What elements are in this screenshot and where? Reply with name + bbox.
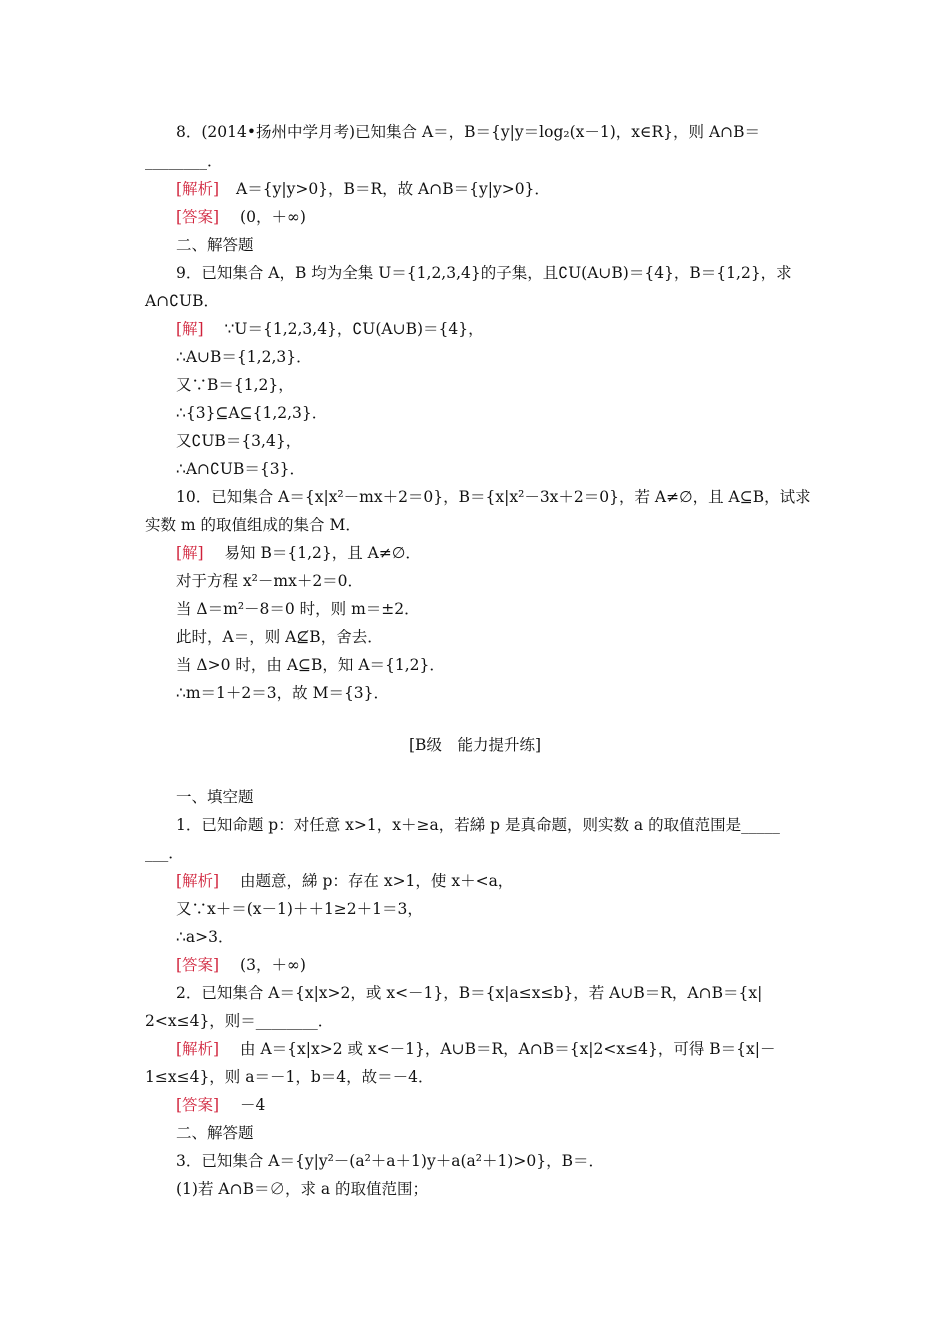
b1-analysis-1 <box>176 870 513 892</box>
analysis-text: 由题意，綈 p：存在 x>1，使 x＋<a， <box>240 872 514 890</box>
section-heading-solve: 二、解答题 <box>176 236 254 254</box>
b2-line-2: 2<x≤4}，则＝________． <box>145 1012 334 1030</box>
q10-solution-1 <box>176 542 421 564</box>
analysis-text: 由 A＝{x|x>2 或 x<－1}，A∪B＝R，A∩B＝{x|2<x≤4}，可得 B＝{x|－ <box>240 1040 776 1058</box>
q10-solution-3: 当 Δ＝m²－8＝0 时，则 m＝±2． <box>176 600 420 618</box>
q8-answer <box>176 206 306 228</box>
q10-line-2: 实数 m 的取值组成的集合 M． <box>145 516 361 534</box>
answer-tag: [答案] <box>176 208 220 226</box>
q9-solution-2: ∴A∪B＝{1,2,3}． <box>176 348 312 366</box>
b1-line-2: ___． <box>145 844 184 862</box>
q10-solution-5: 当 Δ>0 时，由 A⊆B，知 A＝{1,2}． <box>176 656 445 674</box>
answer-tag: [答案] <box>176 956 220 974</box>
section-heading-solve-b: 二、解答题 <box>176 1124 254 1142</box>
b2-analysis-2: 1≤x≤4}，则 a＝－1，b＝4，故＝－4． <box>145 1068 434 1086</box>
b1-line-1: 1．已知命题 p：对任意 x>1，x＋≥a，若綈 p 是真命题，则实数 a 的取值范围是_____ <box>176 816 780 834</box>
answer-text: －4 <box>240 1096 266 1114</box>
q9-solution-3: 又∵B＝{1,2}， <box>176 376 294 394</box>
b2-analysis-1 <box>176 1038 775 1060</box>
solution-text: 易知 B＝{1,2}，且 A≠∅． <box>224 544 421 562</box>
q9-solution-6: ∴A∩∁UB＝{3}． <box>176 460 305 478</box>
level-b-heading: [B级 能力提升练] <box>409 736 541 754</box>
b1-answer <box>176 954 306 976</box>
q8-line-2: ________． <box>145 152 223 170</box>
answer-text: (3，＋∞) <box>240 956 306 974</box>
q10-solution-4: 此时，A＝，则 A⊈B，舍去． <box>176 628 383 646</box>
analysis-tag: [解析] <box>176 180 220 198</box>
solution-text: ∵U＝{1,2,3,4}，∁U(A∪B)＝{4}， <box>224 320 484 338</box>
q8-analysis <box>176 178 550 200</box>
b2-line-1: 2．已知集合 A＝{x|x>2，或 x<－1}，B＝{x|a≤x≤b}，若 A∪B＝R，A∩B＝{x| <box>176 984 763 1002</box>
q9-solution-5: 又∁UB＝{3,4}， <box>176 432 302 450</box>
q8-line-1: 8．(2014•扬州中学月考)已知集合 A＝，B＝{y|y＝log₂(x－1)，x∈R}，则 A∩B＝ <box>176 123 761 141</box>
q9-solution-4: ∴{3}⊆A⊆{1,2,3}． <box>176 404 328 422</box>
b3-line-2: (1)若 A∩B＝∅，求 a 的取值范围； <box>176 1180 429 1198</box>
q10-line-1: 10．已知集合 A＝{x|x²－mx＋2＝0}，B＝{x|x²－3x＋2＝0}，若 A≠∅，且 A⊆B，试求 <box>176 488 811 506</box>
q10-solution-6: ∴m＝1＋2＝3，故 M＝{3}． <box>176 684 390 702</box>
q9-line-1: 9．已知集合 A，B 均为全集 U＝{1,2,3,4}的子集，且∁U(A∪B)＝{4}，B＝{1,2}，求 <box>176 264 792 282</box>
analysis-tag: [解析] <box>176 872 220 890</box>
solution-tag: [解] <box>176 544 204 562</box>
q9-solution-1 <box>176 318 484 340</box>
b3-line-1: 3．已知集合 A＝{y|y²－(a²＋a＋1)y＋a(a²＋1)>0}，B＝． <box>176 1152 604 1170</box>
answer-tag: [答案] <box>176 1096 220 1114</box>
q10-solution-2: 对于方程 x²－mx＋2＝0． <box>176 572 364 590</box>
section-heading-fill: 一、填空题 <box>176 788 254 806</box>
b1-analysis-2: 又∵x＋＝(x－1)＋＋1≥2＋1＝3， <box>176 900 423 918</box>
analysis-tag: [解析] <box>176 1040 220 1058</box>
b2-answer <box>176 1094 265 1116</box>
solution-tag: [解] <box>176 320 204 338</box>
q9-line-2: A∩∁UB． <box>145 292 219 310</box>
answer-text: (0，＋∞) <box>240 208 306 226</box>
b1-analysis-3: ∴a>3． <box>176 928 234 946</box>
analysis-text: A＝{y|y>0}，B＝R，故 A∩B＝{y|y>0}． <box>236 180 550 198</box>
